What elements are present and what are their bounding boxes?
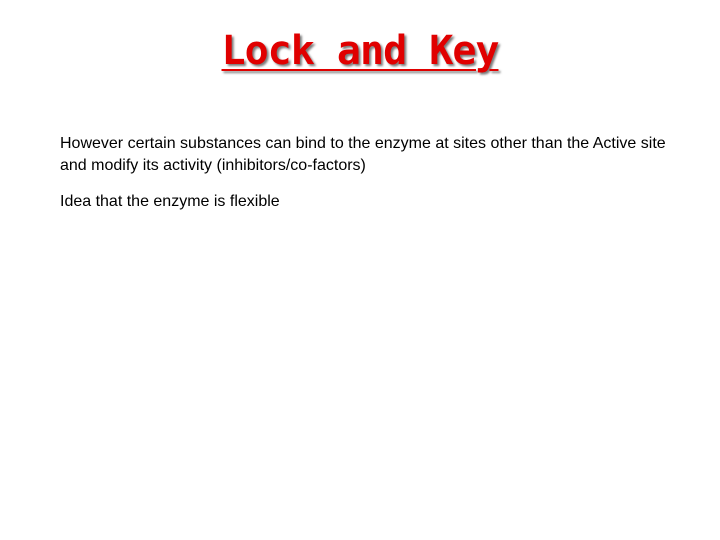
slide-title: Lock and Key bbox=[221, 28, 499, 74]
slide-body bbox=[60, 133, 680, 227]
body-paragraph: Idea that the enzyme is flexible bbox=[60, 193, 280, 210]
body-paragraph: However certain substances can bind to the enzyme at sites other than the Active site and modify its activity (inhibitors/co-factors) bbox=[60, 135, 666, 174]
